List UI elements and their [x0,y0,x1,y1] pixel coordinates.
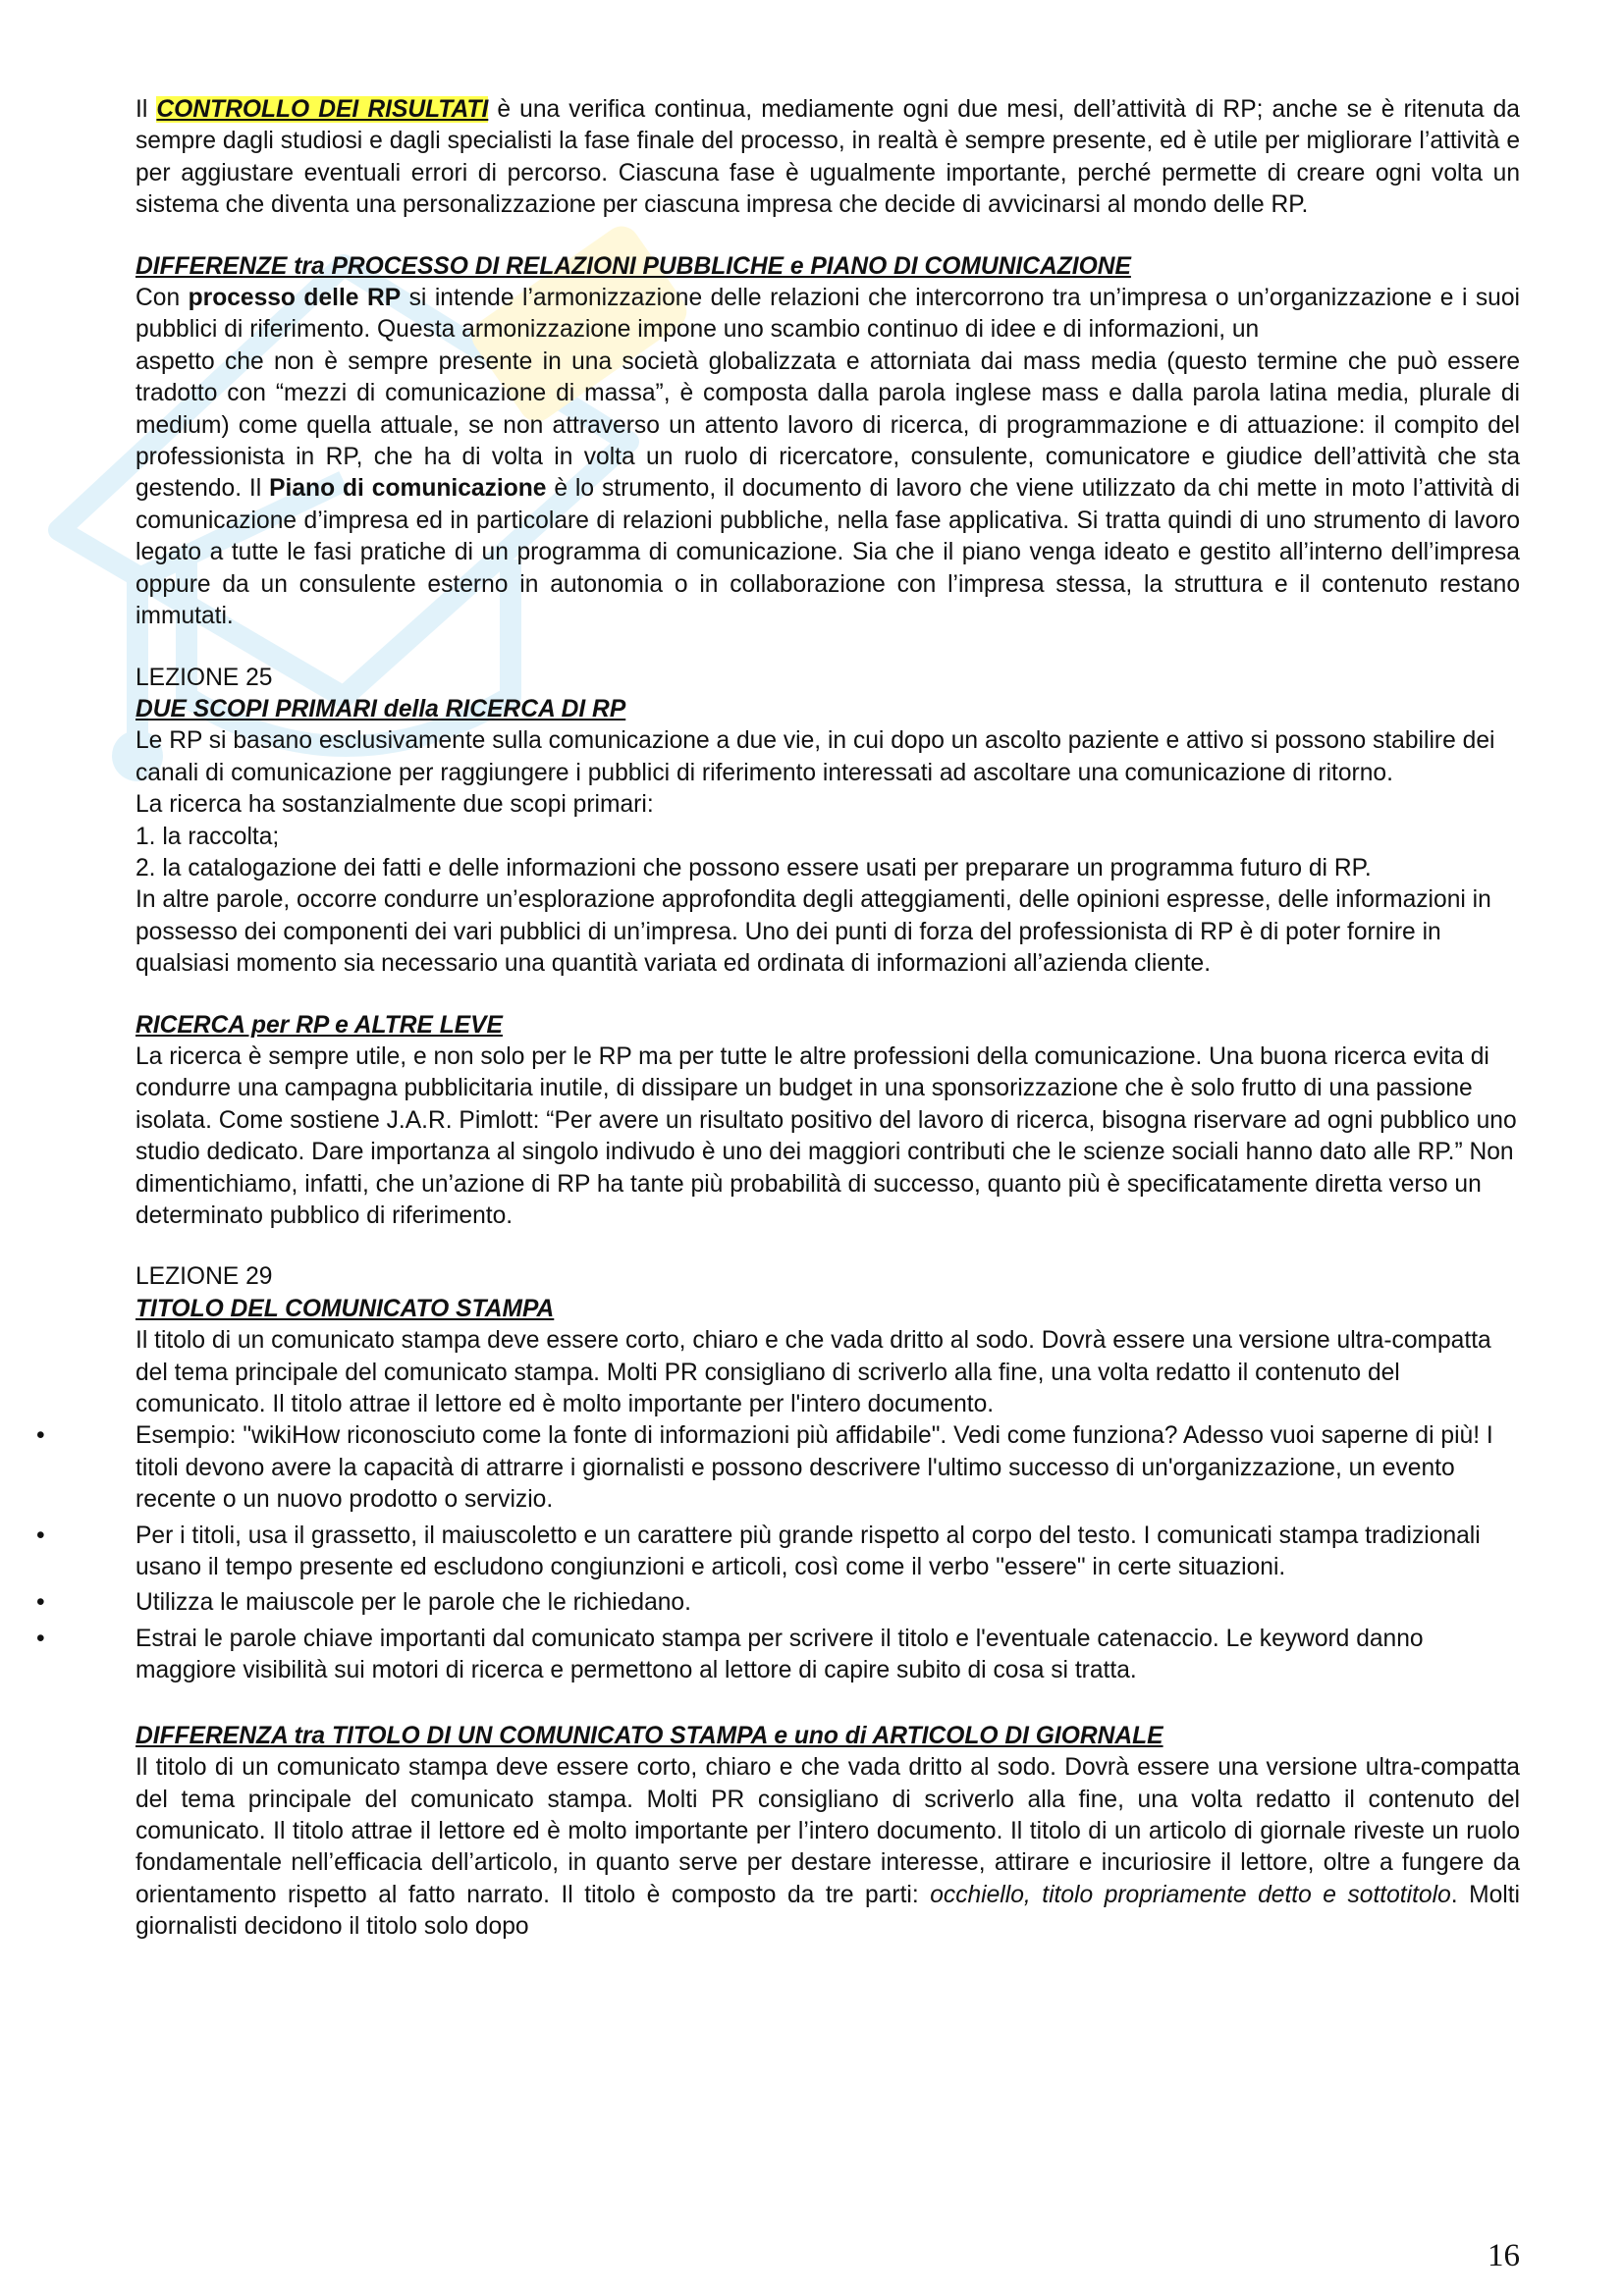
list-item-text: Utilizza le maiuscole per le parole che le richiedano. [135,1589,691,1617]
list-item [36,1420,1520,1516]
differenze-paragraph-1 [135,283,1520,347]
list-item [36,1587,1520,1619]
scopi-heading: DUE SCOPI PRIMARI della RICERCA DI RP [135,695,626,722]
controllo-text: è una verifica continua, mediamente ogni due mesi, dell’attività di RP; anche se è ritenuta da sempre dagli studiosi e dagli specialisti la fase finale del processo, in realtà è sempre presente, ed è utile per migliorare l’attività e per aggiustare eventuali errori di percorso. Ciascuna fase è ugualmente importante, perché permette di creare ogni volta un sistema che diventa una personalizzazione per ciascuna impresa che decide di avvicinarsi al mondo delle RP. [135,96,1520,219]
differenza-italic: occhiello, titolo propriamente detto e sottotitolo [930,1881,1451,1908]
differenza-tail: . Molti giornalisti decidono il titolo solo dopo [135,1881,1521,1941]
differenza-text: Il titolo di un comunicato stampa deve essere corto, chiaro e che vada dritto al sodo. Dovrà essere una versione ultra-compatta del tema principale del comunicato stampa. Molti PR consigliano di scriverlo alla fine, una volta redatto il contenuto del comunicato. Il titolo attrae il lettore ed è molto importante per l’intero documento. Il titolo di un articolo di giornale riveste un ruolo fondamentale nell’efficacia dell’articolo, in quanto serve per destare interesse, attirare e incuriosire il lettore, oltre a fungere da orientamento rispetto al fatto narrato. Il titolo è composto da tre parti: [135,1754,1520,1908]
controllo-term: CONTROLLO DEI RISULTATI [156,96,489,123]
list-item-text: Per i titoli, usa il grassetto, il maiuscoletto e un carattere più grande rispetto al corpo del testo. I comunicati stampa tradizionali usano il tempo presente ed escludono congiunzioni e articoli, così come il verbo "essere" in certe situazioni. [135,1522,1481,1581]
scopi-paragraph-3: In altre parole, occorre condurre un’esplorazione approfondita degli atteggiamenti, delle opinioni espresse, delle informazioni in possesso dei componenti dei vari pubblici di un’impresa. Uno dei punti di forza del professionista di RP è di poter fornire in qualsiasi momento sia necessario una quantità variata ed ordinata di informazioni all’azienda cliente. [135,886,1491,978]
list-item-text: Esempio: "wikiHow riconosciuto come la fonte di informazioni più affidabile". Vedi come funziona? Adesso vuoi saperne di più! I titoli devono avere la capacità di attrarre i giornalisti e possono descrivere l'ultimo successo di un'organizzazione, un evento recente o un nuovo prodotto o servizio. [135,1422,1493,1514]
differenze-paragraph-2 [135,347,1520,633]
differenze-heading: DIFFERENZE tra PROCESSO DI RELAZIONI PUBBLICHE e PIANO DI COMUNICAZIONE [135,252,1131,280]
titolo-comunicato-paragraph: Il titolo di un comunicato stampa deve essere corto, chiaro e che vada dritto al sodo. Dovrà essere una versione ultra-compatta del tema principale del comunicato stampa. Molti PR consigliano di scriverlo alla fine, una volta redatto il contenuto del comunicato. Il titolo attrae il lettore ed è molto importante per l'intero documento. [135,1327,1491,1418]
scopi-item-1: 1. la raccolta; [135,823,280,850]
lezione-25-label: LEZIONE 25 [135,664,273,691]
processo-rp-bold: processo delle RP [188,285,402,312]
differenza-heading: DIFFERENZA tra TITOLO DI UN COMUNICATO STAMPA e uno di ARTICOLO DI GIORNALE [135,1722,1163,1749]
differenze-p1-pre: Con [135,285,189,312]
bullet-icon: • [36,1589,45,1617]
scopi-paragraph-1: Le RP si basano esclusivamente sulla comunicazione a due vie, in cui dopo un ascolto paziente e attivo si possono stabilire dei canali di comunicazione per raggiungere i pubblici di riferimento interessati ad ascoltare una comunicazione di ritorno. [135,727,1495,786]
ricerca-paragraph: La ricerca è sempre utile, e non solo per le RP ma per tutte le altre professioni della comunicazione. Una buona ricerca evita di condurre una campagna pubblicitaria inutile, di dissipare un budget in una sponsorizzazione che è solo frutto di una passione isolata. Come sostiene J.A.R. Pimlott: “Per avere un risultato positivo del lavoro di ricerca, bisogna riservare ad ogni pubblico uno studio dedicato. Dare importanza al singolo indivudo è uno dei maggiori contributi che le scienze sociali hanno dato alle RP.” Non dimentichiamo, infatti, che un’azione di RP ha tante più probabilità di successo, quanto più è specificatamente diretta verso un determinato pubblico di riferimento. [135,1042,1517,1229]
list-item [36,1624,1520,1687]
bullet-icon: • [36,1522,45,1549]
scopi-item-2: 2. la catalogazione dei fatti e delle informazioni che possono essere usati per preparare un programma futuro di RP. [135,854,1372,881]
bullet-icon: • [36,1422,45,1450]
page-number: 16 [1488,2238,1520,2273]
differenze-p2-text: aspetto che non è sempre presente in una società globalizzata e attorniata dai mass media (questo termine che può essere tradotto con “mezzi di comunicazione di massa”, è composta dalla parola inglese mass e dalla parola latina media, plurale di medium) come quella attuale, se non attraverso un attento lavoro di ricerca, di programmazione e di attuazione: il compito del professionista in RP, che ha di volta in volta un ruolo di ricercatore, consulente, comunicatore e giudice dell’attività che sta gestendo. Il [135,347,1520,503]
controllo-pre: Il [135,96,157,123]
ricerca-heading: RICERCA per RP e ALTRE LEVE [135,1011,503,1039]
list-item-text: Estrai le parole chiave importanti dal comunicato stampa per scrivere il titolo e l'eventuale catenaccio. Le keyword danno maggiore visibilità sui motori di ricerca e permettono al lettore di capire subito di cosa si tratta. [135,1625,1424,1684]
differenze-p2-tail: è lo strumento, il documento di lavoro che viene utilizzato da chi mette in moto l’attività di comunicazione d’impresa ed in particolare di relazioni pubbliche, nella fase applicativa. Si tratta quindi di uno strumento di lavoro legato a tutte le fasi pratiche di un programma di comunicazione. Sia che il piano venga ideato e gestito all’interno dell’impresa oppure da un consulente esterno in autonomia o in collaborazione con l’impresa stessa, la struttura e il contenuto restano immutati. [135,475,1520,630]
titolo-tips-list [36,1420,1520,1686]
piano-comunicazione-bold: Piano di comunicazione [269,475,547,503]
scopi-paragraph-2: La ricerca ha sostanzialmente due scopi primari: [135,791,654,819]
differenze-p1-text: si intende l’armonizzazione delle relazioni che intercorrono tra un’impresa o un’organizzazione e i suoi pubblici di riferimento. Questa armonizzazione impone uno scambio continuo di idee e di informazioni, un [135,285,1520,344]
differenza-paragraph [135,1752,1520,1943]
controllo-paragraph [135,94,1520,222]
lezione-29-label: LEZIONE 29 [135,1263,273,1291]
titolo-comunicato-heading: TITOLO DEL COMUNICATO STAMPA [135,1295,555,1322]
list-item [36,1521,1520,1584]
document-page [36,94,1521,1944]
bullet-icon: • [36,1625,45,1652]
